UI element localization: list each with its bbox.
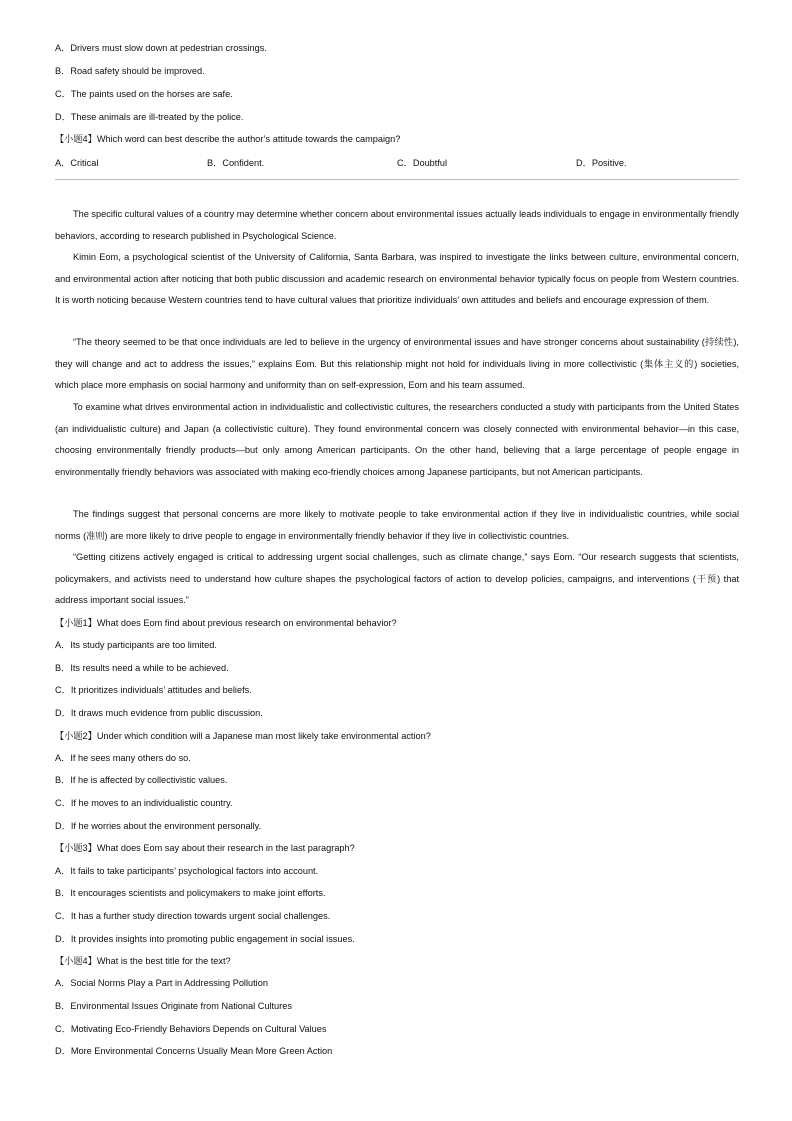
question-1-option-d: D．It draws much evidence from public discussion. — [55, 708, 263, 718]
question-2-option-b: B．If he is affected by collectivistic values. — [55, 775, 228, 785]
prev-q4-option-a: A．Critical — [55, 158, 99, 168]
question-4-prompt: 【小题4】What is the best title for the text? — [55, 956, 231, 966]
question-2-option-d: D．If he worries about the environment personally. — [55, 821, 262, 831]
prev-q4-option-d: D．Positive. — [576, 158, 627, 168]
question-1-option-a: A．Its study participants are too limited. — [55, 640, 217, 650]
prev-q4-options — [55, 155, 739, 168]
question-4-option-d: D．More Environmental Concerns Usually Mean More Green Action — [55, 1046, 333, 1056]
prev-q4-option-b: B．Confident. — [207, 158, 265, 168]
question-1-option-c: C．It prioritizes individuals’ attitudes and beliefs. — [55, 685, 252, 695]
passage-paragraph-2: Kimin Eom, a psychological scientist of the University of California, Santa Barbara, was inspired to investigate the links between culture, environmental concern, and environmental action after noticing that both public discussion and academic research on environmental behavior typically focus on people from Western countries. It is worth noticing because Western countries tend to have cultural values that prioritize individuals’ own attitudes and beliefs and encourage expression of them. — [55, 252, 739, 305]
prev-q4-option-c: C．Doubtful — [397, 158, 448, 168]
question-3-option-a: A．It fails to take participants’ psychological factors into account. — [55, 866, 319, 876]
prev-option-d: D．These animals are ill-treated by the police. — [55, 112, 244, 122]
passage-paragraph-3: “The theory seemed to be that once individuals are led to believe in the urgency of environmental issues and have stronger concerns about sustainability (持续性), they will change and act to address the issues,” explains Eom. But this relationship might not hold for individuals living in more collectivistic (集体主义的) societies, which place more emphasis on social harmony and uniformity than on self-expression, Eom and his team assumed. — [55, 337, 739, 390]
question-3-option-b: B．It encourages scientists and policymakers to make joint efforts. — [55, 888, 326, 898]
section-divider — [55, 179, 739, 180]
prev-option-b: B．Road safety should be improved. — [55, 66, 205, 76]
prev-q4-prompt: 【小题4】Which word can best describe the author’s attitude towards the campaign? — [55, 134, 401, 144]
question-3-prompt: 【小题3】What does Eom say about their research in the last paragraph? — [55, 843, 355, 853]
question-4-option-a: A．Social Norms Play a Part in Addressing Pollution — [55, 978, 268, 988]
question-2-option-c: C．If he moves to an individualistic country. — [55, 798, 233, 808]
question-3-option-c: C．It has a further study direction towards urgent social challenges. — [55, 911, 331, 921]
prev-option-a: A．Drivers must slow down at pedestrian crossings. — [55, 43, 267, 53]
passage-paragraph-1: The specific cultural values of a country may determine whether concern about environmental issues actually leads individuals to engage in environmentally friendly behaviors, according to research published in Psychological Science. — [55, 209, 739, 241]
question-1-prompt: 【小题1】What does Eom find about previous research on environmental behavior? — [55, 618, 397, 628]
question-3-option-d: D．It provides insights into promoting public engagement in social issues. — [55, 934, 355, 944]
passage-paragraph-4: To examine what drives environmental action in individualistic and collectivistic cultures, the researchers conducted a study with participants from the United States (an individualistic culture) and Japan (a collectivistic culture). They found environmental concern was closely connected with environmental behavior—in this case, choosing environmentally friendly products—but only among American participants. On the other hand, believing that a large percentage of people engage in environmentally friendly behaviors was associated with making eco-friendly choices among Japanese participants, but not American participants. — [55, 402, 739, 477]
passage-paragraph-5: The findings suggest that personal concerns are more likely to motivate people to take environmental action if they live in individualistic countries, while social norms (准则) are more likely to drive people to engage in environmentally friendly behavior if they live in collectivistic countries. — [55, 509, 739, 541]
question-4-option-b: B．Environmental Issues Originate from National Cultures — [55, 1001, 292, 1011]
passage-paragraph-6: “Getting citizens actively engaged is critical to addressing urgent social challenges, such as climate change,” says Eom. “Our research suggests that scientists, policymakers, and activists need to understand how culture shapes the psychological factors of action to develop policies, campaigns, and interventions (干预) that address important social issues.” — [55, 552, 739, 605]
question-2-prompt: 【小题2】Under which condition will a Japanese man most likely take environmental action? — [55, 731, 431, 741]
prev-option-c: C．The paints used on the horses are safe. — [55, 89, 233, 99]
question-2-option-a: A．If he sees many others do so. — [55, 753, 191, 763]
question-1-option-b: B．Its results need a while to be achieved. — [55, 663, 229, 673]
question-4-option-c: C．Motivating Eco-Friendly Behaviors Depends on Cultural Values — [55, 1024, 327, 1034]
